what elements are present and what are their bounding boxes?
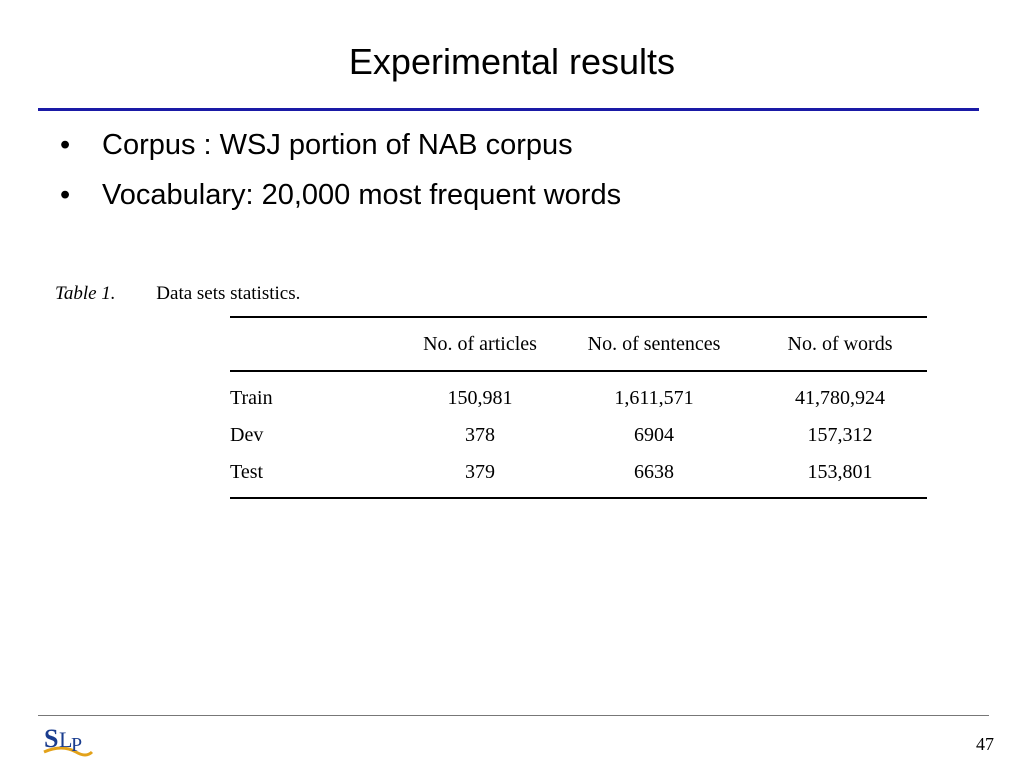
column-header: No. of sentences — [587, 332, 721, 355]
row-label: Test — [230, 461, 264, 483]
table-caption — [55, 283, 300, 305]
table-cell: 6638 — [634, 461, 674, 483]
table-cell: 6904 — [634, 424, 674, 446]
bullet-icon: • — [60, 179, 71, 211]
table-caption-text: Data sets statistics. — [156, 283, 301, 304]
column-header: No. of articles — [423, 332, 537, 355]
svg-text:L: L — [59, 727, 73, 752]
slide-title: Experimental results — [348, 41, 676, 82]
table-cell: 378 — [465, 424, 495, 446]
bullet-icon: • — [60, 129, 71, 161]
table-cell: 157,312 — [807, 424, 873, 446]
table-cell: 153,801 — [807, 461, 873, 483]
bullet-item — [60, 128, 621, 162]
row-label: Dev — [230, 424, 264, 446]
statistics-table-container — [230, 316, 927, 499]
bullet-text: Corpus : WSJ portion of NAB corpus — [102, 129, 573, 161]
svg-text:P: P — [71, 734, 83, 756]
slp-logo-icon — [42, 722, 94, 762]
table-row — [230, 454, 927, 498]
row-label: Train — [230, 387, 273, 409]
bullet-item — [60, 178, 621, 212]
column-header: No. of words — [787, 332, 893, 355]
table-header-row — [230, 317, 927, 371]
statistics-table — [230, 316, 927, 499]
table-cell: 41,780,924 — [795, 387, 885, 409]
column-header — [230, 317, 405, 371]
table-caption-label: Table 1. — [55, 283, 116, 304]
table-row — [230, 371, 927, 417]
table-cell: 1,611,571 — [614, 387, 694, 409]
bullet-text: Vocabulary: 20,000 most frequent words — [102, 179, 622, 211]
table-row — [230, 417, 927, 454]
page-number: 47 — [976, 734, 994, 754]
bullet-list — [60, 128, 621, 228]
footer-divider — [38, 715, 989, 716]
svg-text:S: S — [44, 724, 59, 753]
title-divider — [38, 108, 979, 111]
table-cell: 150,981 — [447, 387, 513, 409]
table-cell: 379 — [465, 461, 495, 483]
